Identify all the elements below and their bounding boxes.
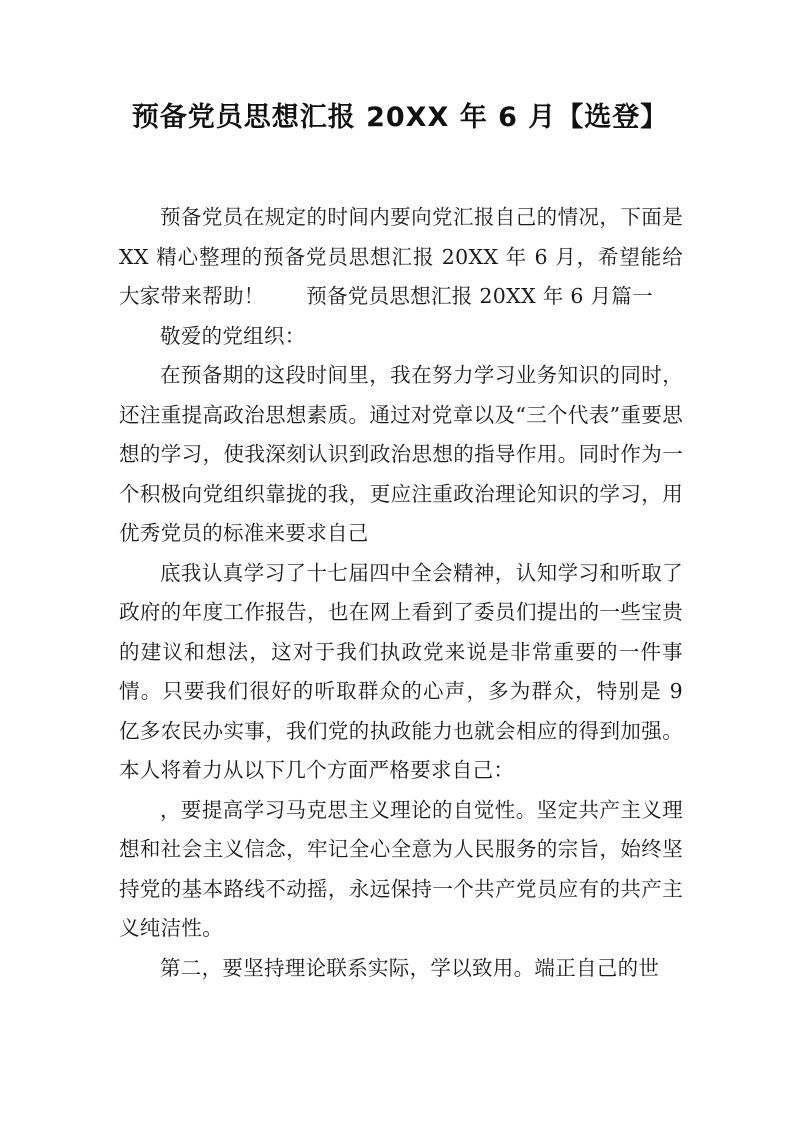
document-title: 预备党员思想汇报 20XX 年 6 月【选登】	[131, 102, 669, 133]
paragraph-point-two: 第二，要坚持理论联系实际，学以致用。端正自己的世	[160, 955, 660, 980]
paragraph-study: 在预备期的这段时间里，我在努力学习业务知识的同时，还注重提高政治思想素质。通过对党章以及“三个代表”重要思想的学习，使我深刻认识到政治思想的指导作用。同时作为一个积极向党组织靠拢的我，更应注重政治理论知识的学习，用优秀党员的标准来要求自己	[119, 363, 683, 545]
paragraph-intro: 预备党员在规定的时间内要向党汇报自己的情况，下面是 XX 精心整理的预备党员思想汇报 20XX 年 6 月，希望能给大家带来帮助！ 预备党员思想汇报 20XX 年 6 月篇一	[119, 205, 683, 308]
paragraph-point-one: ，要提高学习马克思主义理论的自觉性。坚定共产主义理想和社会主义信念，牢记全心全意为人民服务的宗旨，始终坚持党的基本路线不动摇，永远保持一个共产党员应有的共产主义纯洁性。	[119, 797, 683, 940]
paragraph-salutation: 敬爱的党组织：	[160, 323, 306, 348]
paragraph-plenary: 底我认真学习了十七届四中全会精神，认知学习和听取了政府的年度工作报告，也在网上看到了委员们提出的一些宝贵的建议和想法，这对于我们执政党来说是非常重要的一件事情。只要我们很好的听取群众的心声，多为群众，特别是 9 亿多农民办实事，我们党的执政能力也就会相应的得到加强。本人将着力从以下几个方面严格要求自己：	[119, 560, 683, 782]
document-body	[119, 198, 683, 988]
